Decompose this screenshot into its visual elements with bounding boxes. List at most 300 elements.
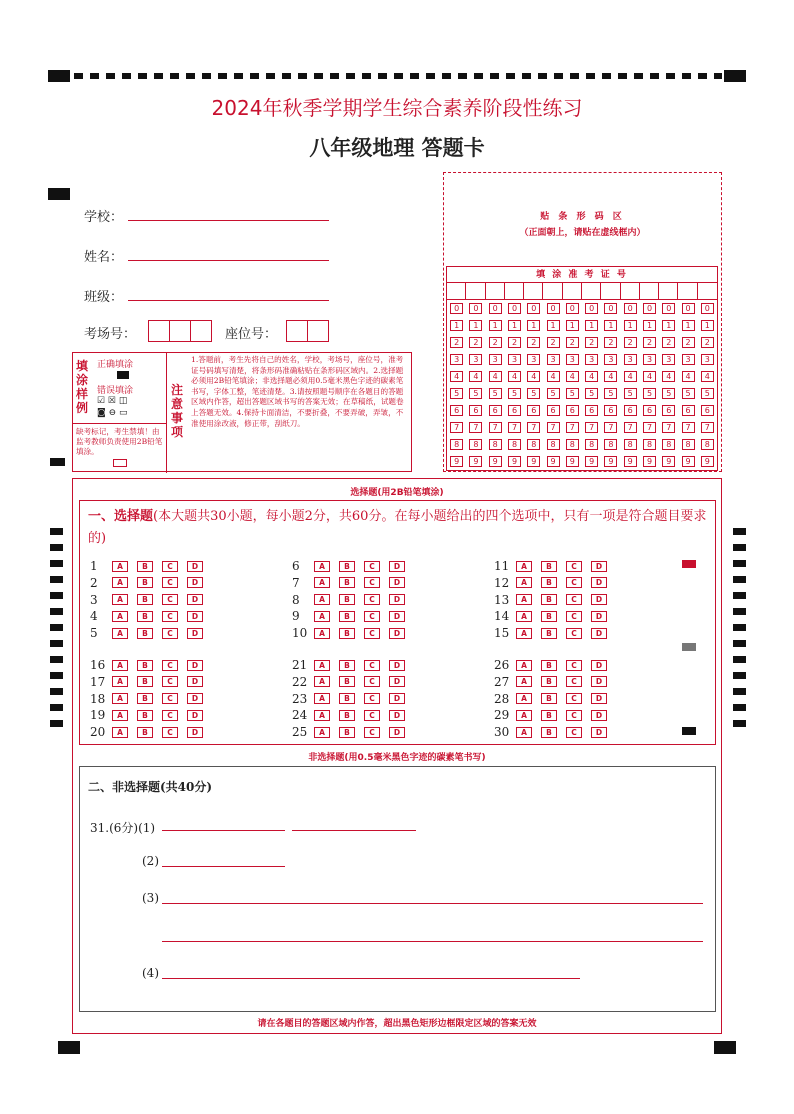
option-bubble-b[interactable]: B: [339, 594, 355, 605]
option-bubble-a[interactable]: A: [314, 628, 330, 639]
id-bubble[interactable]: 7: [469, 422, 482, 433]
id-bubble[interactable]: 4: [566, 371, 579, 382]
option-bubble-a[interactable]: A: [112, 561, 128, 572]
id-bubble[interactable]: 5: [624, 388, 637, 399]
barcode-label: 贴 条 形 码 区: [540, 212, 625, 222]
option-bubble-b[interactable]: B: [339, 660, 355, 671]
id-bubble[interactable]: 3: [566, 354, 579, 365]
id-bubble[interactable]: 4: [604, 371, 617, 382]
id-bubble[interactable]: 3: [662, 354, 675, 365]
choice-question: [90, 609, 212, 623]
id-bubble[interactable]: 5: [508, 388, 521, 399]
id-bubble[interactable]: 4: [682, 371, 695, 382]
id-bubble[interactable]: 7: [682, 422, 695, 433]
id-bubble[interactable]: 7: [489, 422, 502, 433]
id-write-cell[interactable]: [524, 283, 543, 299]
id-write-cell[interactable]: [678, 283, 697, 299]
option-bubble-b[interactable]: B: [137, 577, 153, 588]
id-write-cell[interactable]: [601, 283, 620, 299]
id-bubble[interactable]: 9: [662, 456, 675, 467]
option-bubble-c[interactable]: C: [566, 660, 582, 671]
question-number: 3: [90, 592, 98, 607]
id-bubble[interactable]: 1: [682, 320, 695, 331]
id-bubble[interactable]: 0: [508, 303, 521, 314]
id-write-cell[interactable]: [505, 283, 524, 299]
id-bubble[interactable]: 1: [585, 320, 598, 331]
id-bubble[interactable]: 6: [643, 405, 656, 416]
option-bubble-a[interactable]: A: [112, 710, 128, 721]
choice-question: [90, 675, 212, 689]
id-bubble[interactable]: 0: [547, 303, 560, 314]
q31-1-answer-a[interactable]: [162, 830, 285, 831]
option-bubble-d[interactable]: D: [389, 676, 405, 687]
id-bubble[interactable]: 1: [624, 320, 637, 331]
exam-room-boxes[interactable]: [148, 320, 211, 342]
id-write-cell[interactable]: [543, 283, 562, 299]
id-write-cell[interactable]: [659, 283, 678, 299]
id-bubble[interactable]: 5: [604, 388, 617, 399]
option-bubble-c[interactable]: C: [162, 727, 178, 738]
option-bubble-a[interactable]: A: [112, 594, 128, 605]
option-bubble-c[interactable]: C: [364, 660, 380, 671]
id-bubble[interactable]: 3: [604, 354, 617, 365]
id-bubble[interactable]: 0: [701, 303, 714, 314]
id-bubble[interactable]: 6: [469, 405, 482, 416]
id-write-cell[interactable]: [698, 283, 717, 299]
option-bubble-c[interactable]: C: [566, 727, 582, 738]
option-bubble-c[interactable]: C: [162, 628, 178, 639]
option-bubble-b[interactable]: B: [541, 594, 557, 605]
id-bubble[interactable]: 2: [604, 337, 617, 348]
id-bubble[interactable]: 5: [489, 388, 502, 399]
option-bubble-a[interactable]: A: [314, 693, 330, 704]
id-write-cell[interactable]: [640, 283, 659, 299]
option-bubble-b[interactable]: B: [339, 727, 355, 738]
id-bubble[interactable]: 7: [450, 422, 463, 433]
id-bubble[interactable]: 3: [547, 354, 560, 365]
option-bubble-c[interactable]: C: [364, 628, 380, 639]
q31-label: 31.(6分)(1): [90, 821, 156, 835]
id-bubble[interactable]: 6: [682, 405, 695, 416]
id-bubble[interactable]: 6: [489, 405, 502, 416]
id-bubble[interactable]: 6: [450, 405, 463, 416]
id-write-cell[interactable]: [563, 283, 582, 299]
option-bubble-d[interactable]: D: [591, 676, 607, 687]
id-bubble[interactable]: 5: [643, 388, 656, 399]
option-bubble-d[interactable]: D: [187, 710, 203, 721]
option-bubble-a[interactable]: A: [314, 561, 330, 572]
id-bubble[interactable]: 2: [585, 337, 598, 348]
id-bubble[interactable]: 5: [450, 388, 463, 399]
id-bubble[interactable]: 3: [701, 354, 714, 365]
id-write-cell[interactable]: [447, 283, 466, 299]
id-bubble[interactable]: 0: [585, 303, 598, 314]
option-bubble-b[interactable]: B: [541, 727, 557, 738]
id-bubble[interactable]: 6: [508, 405, 521, 416]
id-bubble[interactable]: 1: [662, 320, 675, 331]
id-bubble[interactable]: 8: [662, 439, 675, 450]
option-bubble-c[interactable]: C: [162, 676, 178, 687]
option-bubble-b[interactable]: B: [541, 693, 557, 704]
question-number: 21: [292, 658, 308, 672]
option-bubble-c[interactable]: C: [566, 693, 582, 704]
id-bubble[interactable]: 7: [547, 422, 560, 433]
option-bubble-b[interactable]: B: [339, 628, 355, 639]
option-bubble-d[interactable]: D: [389, 693, 405, 704]
option-bubble-c[interactable]: C: [566, 710, 582, 721]
absent-mark-box[interactable]: [113, 459, 127, 467]
option-bubble-b[interactable]: B: [137, 710, 153, 721]
option-bubble-b[interactable]: B: [137, 561, 153, 572]
id-bubble[interactable]: 8: [682, 439, 695, 450]
exam-id-write-row[interactable]: [447, 283, 717, 300]
id-bubble[interactable]: 7: [604, 422, 617, 433]
option-bubble-b[interactable]: B: [339, 676, 355, 687]
choice-question: [292, 593, 414, 607]
id-bubble[interactable]: 8: [508, 439, 521, 450]
option-bubble-d[interactable]: D: [187, 577, 203, 588]
option-bubble-a[interactable]: A: [516, 594, 532, 605]
id-bubble[interactable]: 9: [489, 456, 502, 467]
id-bubble[interactable]: 4: [469, 371, 482, 382]
id-bubble[interactable]: 8: [469, 439, 482, 450]
id-bubble[interactable]: 8: [566, 439, 579, 450]
option-bubble-d[interactable]: D: [591, 577, 607, 588]
option-bubble-d[interactable]: D: [389, 710, 405, 721]
id-bubble[interactable]: 4: [643, 371, 656, 382]
id-bubble[interactable]: 1: [604, 320, 617, 331]
id-bubble[interactable]: 5: [682, 388, 695, 399]
option-bubble-d[interactable]: D: [187, 676, 203, 687]
id-bubble[interactable]: 5: [662, 388, 675, 399]
option-bubble-d[interactable]: D: [389, 594, 405, 605]
option-bubble-a[interactable]: A: [516, 611, 532, 622]
id-bubble[interactable]: 7: [508, 422, 521, 433]
option-bubble-b[interactable]: B: [541, 660, 557, 671]
id-bubble[interactable]: 4: [489, 371, 502, 382]
option-bubble-a[interactable]: A: [516, 628, 532, 639]
id-bubble[interactable]: 8: [489, 439, 502, 450]
option-bubble-a[interactable]: A: [112, 676, 128, 687]
id-bubble[interactable]: 0: [604, 303, 617, 314]
id-bubble[interactable]: 9: [624, 456, 637, 467]
option-bubble-b[interactable]: B: [541, 577, 557, 588]
option-bubble-d[interactable]: D: [591, 611, 607, 622]
id-bubble[interactable]: 7: [624, 422, 637, 433]
id-bubble[interactable]: 8: [585, 439, 598, 450]
id-write-cell[interactable]: [621, 283, 640, 299]
id-bubble[interactable]: 1: [547, 320, 560, 331]
option-bubble-b[interactable]: B: [339, 561, 355, 572]
option-bubble-d[interactable]: D: [389, 628, 405, 639]
option-bubble-c[interactable]: C: [364, 710, 380, 721]
option-bubble-a[interactable]: A: [314, 577, 330, 588]
option-bubble-c[interactable]: C: [566, 611, 582, 622]
question-number: 24: [292, 708, 308, 723]
id-bubble[interactable]: 6: [585, 405, 598, 416]
option-bubble-a[interactable]: A: [112, 577, 128, 588]
option-bubble-c[interactable]: C: [162, 693, 178, 704]
id-bubble[interactable]: 7: [585, 422, 598, 433]
id-bubble[interactable]: 1: [527, 320, 540, 331]
option-bubble-a[interactable]: A: [516, 676, 532, 687]
option-bubble-a[interactable]: A: [112, 611, 128, 622]
id-bubble[interactable]: 0: [566, 303, 579, 314]
id-bubble[interactable]: 6: [527, 405, 540, 416]
correct-fill-mark: [117, 371, 129, 379]
id-bubble[interactable]: 1: [508, 320, 521, 331]
option-bubble-b[interactable]: B: [541, 611, 557, 622]
option-bubble-c[interactable]: C: [566, 594, 582, 605]
option-bubble-a[interactable]: A: [516, 710, 532, 721]
option-bubble-b[interactable]: B: [541, 676, 557, 687]
id-bubble[interactable]: 6: [604, 405, 617, 416]
option-bubble-d[interactable]: D: [389, 660, 405, 671]
id-bubble[interactable]: 4: [508, 371, 521, 382]
option-bubble-c[interactable]: C: [566, 676, 582, 687]
id-bubble[interactable]: 0: [662, 303, 675, 314]
id-bubble[interactable]: 1: [701, 320, 714, 331]
id-bubble[interactable]: 2: [682, 337, 695, 348]
id-bubble[interactable]: 2: [701, 337, 714, 348]
option-bubble-b[interactable]: B: [541, 561, 557, 572]
option-bubble-c[interactable]: C: [364, 561, 380, 572]
option-bubble-c[interactable]: C: [566, 628, 582, 639]
id-bubble[interactable]: 6: [701, 405, 714, 416]
option-bubble-a[interactable]: A: [112, 727, 128, 738]
id-bubble[interactable]: 0: [489, 303, 502, 314]
id-bubble[interactable]: 8: [450, 439, 463, 450]
option-bubble-d[interactable]: D: [591, 727, 607, 738]
id-bubble[interactable]: 8: [604, 439, 617, 450]
id-bubble[interactable]: 7: [643, 422, 656, 433]
id-bubble[interactable]: 3: [450, 354, 463, 365]
option-bubble-a[interactable]: A: [516, 577, 532, 588]
id-write-cell[interactable]: [486, 283, 505, 299]
id-bubble[interactable]: 4: [450, 371, 463, 382]
id-bubble[interactable]: 6: [624, 405, 637, 416]
id-bubble[interactable]: 9: [701, 456, 714, 467]
option-bubble-b[interactable]: B: [541, 710, 557, 721]
id-bubble[interactable]: 9: [450, 456, 463, 467]
option-bubble-b[interactable]: B: [137, 727, 153, 738]
option-bubble-d[interactable]: D: [187, 611, 203, 622]
id-bubble[interactable]: 9: [508, 456, 521, 467]
option-bubble-c[interactable]: C: [162, 660, 178, 671]
option-bubble-d[interactable]: D: [389, 727, 405, 738]
option-bubble-d[interactable]: D: [187, 594, 203, 605]
id-bubble[interactable]: 3: [624, 354, 637, 365]
id-bubble[interactable]: 2: [566, 337, 579, 348]
q31-2-answer[interactable]: [162, 866, 285, 867]
id-bubble[interactable]: 5: [527, 388, 540, 399]
id-bubble[interactable]: 8: [527, 439, 540, 450]
id-bubble[interactable]: 9: [604, 456, 617, 467]
id-bubble[interactable]: 4: [662, 371, 675, 382]
id-bubble[interactable]: 9: [585, 456, 598, 467]
option-bubble-d[interactable]: D: [591, 710, 607, 721]
name-field[interactable]: 姓名：: [84, 246, 123, 265]
id-bubble[interactable]: 5: [585, 388, 598, 399]
option-bubble-d[interactable]: D: [591, 628, 607, 639]
option-bubble-b[interactable]: B: [137, 611, 153, 622]
option-bubble-c[interactable]: C: [364, 676, 380, 687]
id-bubble[interactable]: 0: [682, 303, 695, 314]
option-bubble-b[interactable]: B: [339, 611, 355, 622]
option-bubble-c[interactable]: C: [364, 577, 380, 588]
option-bubble-c[interactable]: C: [364, 611, 380, 622]
option-bubble-c[interactable]: C: [566, 577, 582, 588]
id-bubble[interactable]: 2: [624, 337, 637, 348]
option-bubble-a[interactable]: A: [516, 693, 532, 704]
option-bubble-c[interactable]: C: [364, 594, 380, 605]
id-bubble[interactable]: 9: [682, 456, 695, 467]
id-bubble[interactable]: 3: [469, 354, 482, 365]
id-write-cell[interactable]: [466, 283, 485, 299]
option-bubble-c[interactable]: C: [162, 710, 178, 721]
option-bubble-d[interactable]: D: [591, 594, 607, 605]
option-bubble-b[interactable]: B: [137, 594, 153, 605]
id-bubble[interactable]: 2: [508, 337, 521, 348]
id-bubble[interactable]: 9: [527, 456, 540, 467]
option-bubble-b[interactable]: B: [137, 628, 153, 639]
id-bubble[interactable]: 3: [585, 354, 598, 365]
id-bubble[interactable]: 0: [624, 303, 637, 314]
option-bubble-b[interactable]: B: [339, 577, 355, 588]
id-bubble[interactable]: 1: [450, 320, 463, 331]
option-bubble-a[interactable]: A: [314, 727, 330, 738]
option-bubble-a[interactable]: A: [314, 594, 330, 605]
id-bubble[interactable]: 8: [624, 439, 637, 450]
option-bubble-d[interactable]: D: [187, 628, 203, 639]
id-bubble[interactable]: 4: [585, 371, 598, 382]
id-bubble[interactable]: 3: [527, 354, 540, 365]
choice-question: [494, 725, 616, 739]
id-bubble[interactable]: 8: [547, 439, 560, 450]
option-bubble-d[interactable]: D: [187, 693, 203, 704]
option-bubble-c[interactable]: C: [364, 693, 380, 704]
option-bubble-c[interactable]: C: [566, 561, 582, 572]
option-bubble-d[interactable]: D: [591, 561, 607, 572]
id-bubble[interactable]: 5: [547, 388, 560, 399]
id-bubble[interactable]: 3: [489, 354, 502, 365]
id-bubble[interactable]: 0: [527, 303, 540, 314]
id-bubble[interactable]: 2: [643, 337, 656, 348]
q31-4-answer[interactable]: [162, 978, 580, 979]
option-bubble-b[interactable]: B: [339, 710, 355, 721]
id-bubble[interactable]: 4: [701, 371, 714, 382]
id-bubble[interactable]: 1: [643, 320, 656, 331]
id-bubble[interactable]: 8: [701, 439, 714, 450]
option-bubble-d[interactable]: D: [187, 727, 203, 738]
option-bubble-a[interactable]: A: [314, 676, 330, 687]
option-bubble-a[interactable]: A: [314, 710, 330, 721]
id-bubble[interactable]: 5: [566, 388, 579, 399]
option-bubble-a[interactable]: A: [516, 660, 532, 671]
option-bubble-b[interactable]: B: [137, 676, 153, 687]
choice-question: [494, 559, 616, 573]
id-bubble[interactable]: 1: [469, 320, 482, 331]
class-field[interactable]: 班级：: [84, 286, 123, 305]
id-bubble[interactable]: 9: [547, 456, 560, 467]
id-bubble[interactable]: 4: [527, 371, 540, 382]
id-bubble[interactable]: 6: [662, 405, 675, 416]
option-bubble-c[interactable]: C: [162, 577, 178, 588]
option-bubble-c[interactable]: C: [162, 561, 178, 572]
q31-1-answer-b[interactable]: [292, 830, 416, 831]
id-bubble[interactable]: 4: [547, 371, 560, 382]
id-bubble[interactable]: 0: [643, 303, 656, 314]
id-bubble[interactable]: 7: [701, 422, 714, 433]
option-bubble-a[interactable]: A: [112, 660, 128, 671]
option-bubble-b[interactable]: B: [137, 693, 153, 704]
id-bubble[interactable]: 2: [547, 337, 560, 348]
option-bubble-a[interactable]: A: [516, 727, 532, 738]
id-bubble[interactable]: 2: [450, 337, 463, 348]
option-bubble-d[interactable]: D: [389, 577, 405, 588]
school-field[interactable]: 学校：: [84, 206, 123, 225]
id-write-cell[interactable]: [582, 283, 601, 299]
id-bubble[interactable]: 5: [469, 388, 482, 399]
id-bubble[interactable]: 2: [662, 337, 675, 348]
id-bubble[interactable]: 3: [643, 354, 656, 365]
id-bubble[interactable]: 3: [508, 354, 521, 365]
id-bubble[interactable]: 9: [469, 456, 482, 467]
id-bubble[interactable]: 2: [489, 337, 502, 348]
q31-3-answer-line2[interactable]: [162, 941, 703, 942]
id-bubble[interactable]: 9: [566, 456, 579, 467]
option-bubble-c[interactable]: C: [162, 594, 178, 605]
id-bubble[interactable]: 6: [547, 405, 560, 416]
option-bubble-a[interactable]: A: [314, 611, 330, 622]
option-bubble-d[interactable]: D: [389, 561, 405, 572]
option-bubble-d[interactable]: D: [389, 611, 405, 622]
id-bubble[interactable]: 1: [566, 320, 579, 331]
id-bubble[interactable]: 3: [682, 354, 695, 365]
id-bubble[interactable]: 7: [662, 422, 675, 433]
id-bubble[interactable]: 0: [469, 303, 482, 314]
question-number: 6: [292, 559, 300, 573]
option-bubble-b[interactable]: B: [339, 693, 355, 704]
choice-question: [494, 658, 616, 672]
option-bubble-d[interactable]: D: [187, 660, 203, 671]
option-bubble-c[interactable]: C: [162, 611, 178, 622]
q31-3-answer-line1[interactable]: [162, 903, 703, 904]
id-bubble[interactable]: 6: [566, 405, 579, 416]
id-bubble[interactable]: 4: [624, 371, 637, 382]
option-bubble-a[interactable]: A: [314, 660, 330, 671]
option-bubble-a[interactable]: A: [516, 561, 532, 572]
option-bubble-d[interactable]: D: [187, 561, 203, 572]
id-bubble[interactable]: 7: [527, 422, 540, 433]
option-bubble-d[interactable]: D: [591, 660, 607, 671]
option-bubble-a[interactable]: A: [112, 693, 128, 704]
option-bubble-c[interactable]: C: [364, 727, 380, 738]
id-bubble[interactable]: 2: [527, 337, 540, 348]
option-bubble-b[interactable]: B: [541, 628, 557, 639]
option-bubble-b[interactable]: B: [137, 660, 153, 671]
id-bubble[interactable]: 5: [701, 388, 714, 399]
option-bubble-d[interactable]: D: [591, 693, 607, 704]
id-bubble[interactable]: 9: [643, 456, 656, 467]
id-bubble[interactable]: 0: [450, 303, 463, 314]
option-bubble-a[interactable]: A: [112, 628, 128, 639]
seat-boxes[interactable]: [286, 320, 328, 342]
id-bubble[interactable]: 7: [566, 422, 579, 433]
id-bubble[interactable]: 2: [469, 337, 482, 348]
id-bubble[interactable]: 1: [489, 320, 502, 331]
id-bubble[interactable]: 8: [643, 439, 656, 450]
